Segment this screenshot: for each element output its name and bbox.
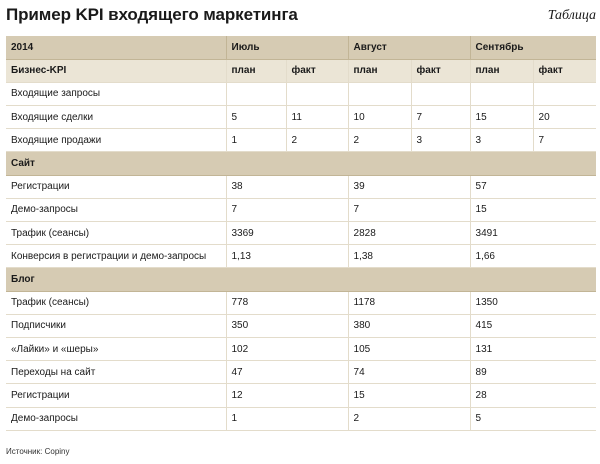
- table-cell: 7: [348, 198, 470, 221]
- subheader-plan: план: [470, 59, 533, 82]
- table-cell: 5: [470, 407, 596, 430]
- kpi-table: [6, 36, 596, 431]
- page-title: Пример KPI входящего маркетинга: [6, 5, 298, 24]
- table-cell: 1178: [348, 291, 470, 314]
- table-cell: [470, 82, 533, 105]
- table-cell: 5: [226, 106, 286, 129]
- table-row: [6, 361, 596, 384]
- table-row: [6, 384, 596, 407]
- row-label: Входящие продажи: [6, 129, 226, 152]
- header-month-september: Сентябрь: [470, 36, 596, 59]
- header-month-july: Июль: [226, 36, 348, 59]
- table-cell: 2828: [348, 222, 470, 245]
- table-row: [6, 106, 596, 129]
- subheader-label: Бизнес-KPI: [6, 59, 226, 82]
- row-label: Трафик (сеансы): [6, 291, 226, 314]
- table-cell: 39: [348, 175, 470, 198]
- table-cell: 102: [226, 337, 348, 360]
- row-label: Демо-запросы: [6, 407, 226, 430]
- table-cell: 3: [470, 129, 533, 152]
- subheader-fact: факт: [286, 59, 348, 82]
- row-label: Регистрации: [6, 175, 226, 198]
- row-label: Входящие запросы: [6, 82, 226, 105]
- table-row: [6, 175, 596, 198]
- table-cell: 131: [470, 337, 596, 360]
- table-cell: 415: [470, 314, 596, 337]
- row-label: Регистрации: [6, 384, 226, 407]
- table-cell: 3369: [226, 222, 348, 245]
- table-row: [6, 314, 596, 337]
- table-cell: 380: [348, 314, 470, 337]
- table-cell: 7: [533, 129, 596, 152]
- header-year: 2014: [6, 36, 226, 59]
- table-cell: 15: [470, 198, 596, 221]
- table-cell: 74: [348, 361, 470, 384]
- table-row: [6, 291, 596, 314]
- table-cell: 57: [470, 175, 596, 198]
- subheader-plan: план: [226, 59, 286, 82]
- table-label: Таблица: [547, 8, 596, 23]
- row-label: Трафик (сеансы): [6, 222, 226, 245]
- subheader-plan: план: [348, 59, 411, 82]
- row-label: «Лайки» и «шеры»: [6, 337, 226, 360]
- table-cell: 28: [470, 384, 596, 407]
- table-cell: 3: [411, 129, 470, 152]
- table-cell: 3491: [470, 222, 596, 245]
- table-cell: 47: [226, 361, 348, 384]
- table-cell: [411, 82, 470, 105]
- kpi-table-body: [6, 36, 596, 430]
- header-month-august: Август: [348, 36, 470, 59]
- row-label: Демо-запросы: [6, 198, 226, 221]
- table-row: [6, 198, 596, 221]
- table-cell: 2: [348, 129, 411, 152]
- table-cell: 778: [226, 291, 348, 314]
- table-cell: 89: [470, 361, 596, 384]
- table-row: [6, 407, 596, 430]
- subheader-fact: факт: [533, 59, 596, 82]
- table-cell: 1,38: [348, 245, 470, 268]
- table-cell: [286, 82, 348, 105]
- table-cell: 2: [348, 407, 470, 430]
- table-cell: 7: [411, 106, 470, 129]
- table-cell: [533, 82, 596, 105]
- table-cell: 15: [470, 106, 533, 129]
- table-row: [6, 222, 596, 245]
- table-cell: 7: [226, 198, 348, 221]
- table-cell: 11: [286, 106, 348, 129]
- table-cell: 1: [226, 129, 286, 152]
- table-row: [6, 82, 596, 105]
- table-cell: 12: [226, 384, 348, 407]
- table-cell: 1,13: [226, 245, 348, 268]
- table-cell: [348, 82, 411, 105]
- source-note: Источник: Copiny: [6, 447, 70, 456]
- table-row: [6, 337, 596, 360]
- table-cell: 15: [348, 384, 470, 407]
- header-row: [6, 36, 596, 59]
- section-label: Блог: [6, 268, 596, 291]
- row-label: Подписчики: [6, 314, 226, 337]
- table-cell: [226, 82, 286, 105]
- row-label: Переходы на сайт: [6, 361, 226, 384]
- table-cell: 20: [533, 106, 596, 129]
- table-cell: 1,66: [470, 245, 596, 268]
- row-label: Конверсия в регистрации и демо-запросы: [6, 245, 226, 268]
- section-header-site: [6, 152, 596, 175]
- table-cell: 2: [286, 129, 348, 152]
- table-cell: 1350: [470, 291, 596, 314]
- table-row: [6, 129, 596, 152]
- subheader-row: [6, 59, 596, 82]
- section-label: Сайт: [6, 152, 596, 175]
- table-cell: 1: [226, 407, 348, 430]
- table-row: [6, 245, 596, 268]
- table-cell: 350: [226, 314, 348, 337]
- table-cell: 38: [226, 175, 348, 198]
- subheader-fact: факт: [411, 59, 470, 82]
- table-cell: 10: [348, 106, 411, 129]
- section-header-blog: [6, 268, 596, 291]
- table-cell: 105: [348, 337, 470, 360]
- row-label: Входящие сделки: [6, 106, 226, 129]
